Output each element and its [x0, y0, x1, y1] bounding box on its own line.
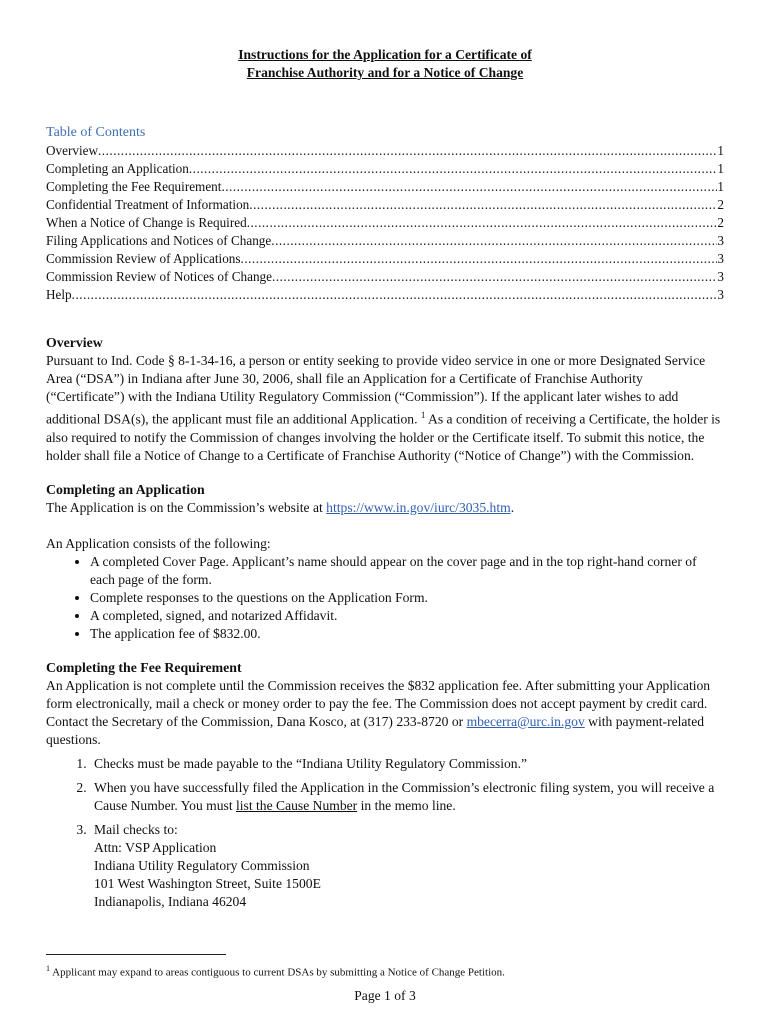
- toc-entry[interactable]: [46, 250, 724, 268]
- toc-entry[interactable]: [46, 268, 724, 286]
- toc-entry[interactable]: [46, 214, 724, 232]
- toc-entry[interactable]: [46, 232, 724, 250]
- address-line: Indianapolis, Indiana 46204: [94, 893, 247, 909]
- toc-heading: Table of Contents: [46, 125, 146, 140]
- list-item: [90, 821, 724, 911]
- table-of-contents: [46, 142, 724, 304]
- title-line-2: Franchise Authority and for a Notice of Change: [246, 65, 524, 80]
- list-item: [90, 779, 724, 815]
- list-item: • A completed, signed, and notarized Affidavit.: [90, 607, 724, 625]
- step3-label: 3. Mail checks to:: [94, 821, 178, 837]
- list-item: 1. Checks must be made payable to the “Indiana Utility Regulatory Commission.”: [90, 755, 724, 773]
- toc-entry-label: Help: [46, 287, 72, 302]
- document-title: [46, 46, 724, 82]
- fee-text-end: with payment-related questions.: [46, 713, 705, 747]
- toc-entry-page: 2: [717, 197, 724, 212]
- toc-entry[interactable]: [46, 160, 724, 178]
- toc-entry-page: 3: [717, 287, 724, 302]
- overview-heading: Overview: [46, 335, 103, 350]
- footnote-ref[interactable]: 1: [420, 410, 426, 420]
- fee-text: An Application is not complete until the Commission receives the $832 application fee. After submitting your Application form electronically, mail a check or money order to pay the fee. The Commission does not accept payment by credit card. Contact the Secretary of the Commission, Dana Kosco, at (317) 233-8720 or: [46, 677, 711, 729]
- toc-entry-label: Overview: [46, 143, 98, 158]
- toc-entry-page: 2: [717, 215, 724, 230]
- toc-entry[interactable]: [46, 196, 724, 214]
- completing-heading: Completing an Application: [46, 481, 205, 497]
- footnote-divider: [46, 954, 226, 955]
- toc-entry-page: 3: [717, 269, 724, 284]
- toc-entry[interactable]: [46, 142, 724, 160]
- toc-entry-label: When a Notice of Change is Required: [46, 215, 247, 230]
- page-number: Page 1 of 3: [354, 988, 416, 1003]
- footnote-mark: 1: [46, 964, 50, 973]
- website-prefix: The Application is on the Commission’s website at: [46, 499, 327, 515]
- website-paragraph: [46, 499, 724, 517]
- overview-paragraph: [46, 352, 724, 465]
- list-item: • Complete responses to the questions on the Application Form.: [90, 589, 724, 607]
- overview-text-b: As a condition of receiving a Certificate, the holder is also required to notify the Commission of changes involving the holder or the Certificate itself. To submit this notice, the holder shall file a Notice of Change to a Certificate of Franchise Authority (“Notice of Change”) with the Commission.: [46, 411, 721, 463]
- footnote-text: Applicant may expand to areas contiguous to current DSAs by submitting a Notice of Change Petition.: [50, 966, 505, 979]
- toc-entry-label: Completing an Application: [46, 161, 189, 176]
- list-item: • A completed Cover Page. Applicant’s name should appear on the cover page and in the top right-hand corner of each page of the form.: [90, 553, 724, 589]
- title-line-1: Instructions for the Application for a Certificate of: [238, 47, 532, 62]
- toc-entry-label: Commission Review of Applications: [46, 251, 241, 266]
- toc-entry-label: Filing Applications and Notices of Change: [46, 233, 272, 248]
- fee-paragraph: [46, 677, 724, 749]
- step2-underlined: list the Cause Number: [236, 797, 358, 813]
- toc-entry-label: Commission Review of Notices of Change: [46, 269, 272, 284]
- toc-entry-page: 1: [717, 161, 724, 176]
- list-item: • The application fee of $832.00.: [90, 625, 724, 643]
- overview-text-a: Pursuant to Ind. Code § 8-1-34-16, a person or entity seeking to provide video service in one or more Designated Service Area (“DSA”) in Indiana after June 30, 2006, shall file an Application for a Certificate of Franchise Authority (“Certificate”) with the Indiana Utility Regulatory Commission (“Commission”). If the applicant later wishes to add additional DSA(s), the applicant must file an additional Application.: [46, 353, 706, 427]
- consists-text: An Application consists of the following:: [46, 535, 271, 551]
- toc-entry-page: 3: [717, 251, 724, 266]
- step2-text-a: When you have successfully filed the Application in the Commission’s electronic filing system, you will receive a Cause Number. You must: [94, 779, 715, 813]
- toc-entry[interactable]: [46, 178, 724, 196]
- fee-section: [46, 659, 724, 911]
- requirements-list: [46, 553, 724, 643]
- email-link[interactable]: mbecerra@urc.in.gov: [466, 713, 585, 729]
- toc-entry-page: 1: [717, 143, 724, 158]
- toc-entry-page: 3: [717, 233, 724, 248]
- address-line: Indiana Utility Regulatory Commission: [94, 857, 310, 873]
- address-line: 101 West Washington Street, Suite 1500E: [94, 875, 321, 891]
- toc-entry-label: Completing the Fee Requirement: [46, 179, 222, 194]
- document-page: [46, 46, 724, 917]
- fee-steps: [46, 755, 724, 911]
- step2-text-b: in the memo line.: [357, 797, 456, 813]
- website-suffix: .: [510, 499, 515, 515]
- completing-section: [46, 481, 724, 643]
- overview-section: [46, 334, 724, 465]
- footnote: [46, 962, 505, 980]
- fee-heading: Completing the Fee Requirement: [46, 659, 242, 675]
- toc-entry-label: Confidential Treatment of Information: [46, 197, 250, 212]
- website-link[interactable]: https://www.in.gov/iurc/3035.htm: [326, 499, 511, 515]
- toc-entry-page: 1: [717, 179, 724, 194]
- address-line: Attn: VSP Application: [94, 839, 217, 855]
- toc-entry[interactable]: [46, 286, 724, 304]
